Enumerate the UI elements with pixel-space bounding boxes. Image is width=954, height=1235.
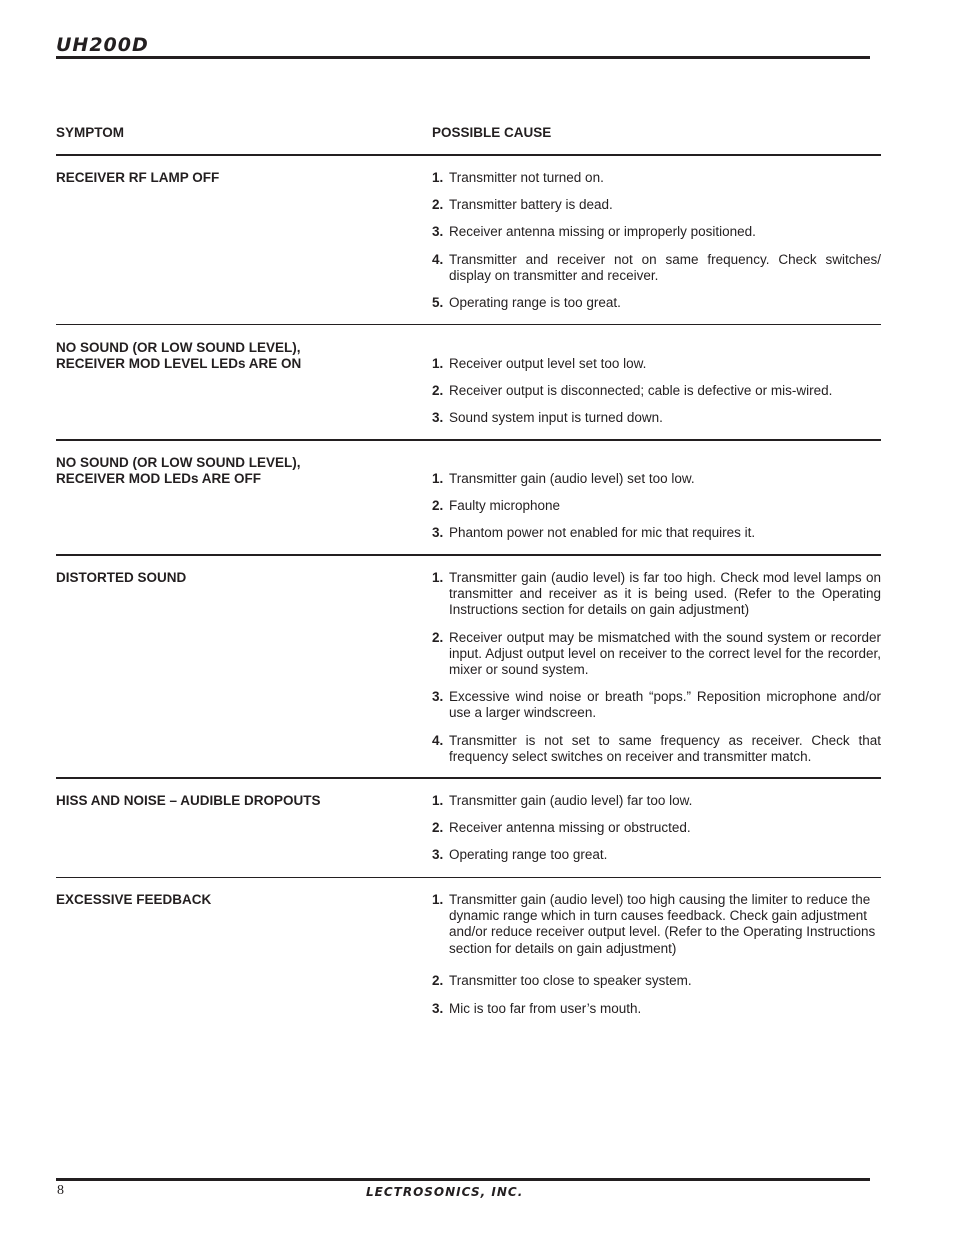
cause-item: [432, 1001, 881, 1017]
cause-number: 1.: [432, 570, 444, 585]
cause-number: 3.: [432, 525, 444, 541]
cause-item: [432, 295, 881, 311]
cause-item: [432, 252, 881, 284]
cause-text: Mic is too far from user’s mouth.: [449, 1001, 642, 1017]
cause-number: 2.: [432, 498, 444, 514]
cause-item: [432, 793, 881, 809]
cause-item: [432, 733, 881, 765]
cause-number: 1.: [432, 892, 444, 907]
cause-item: [432, 973, 881, 989]
cause-number: 2.: [432, 197, 444, 213]
cause-number: 3.: [432, 224, 444, 240]
symptom-label: [56, 793, 396, 809]
cause-item: [432, 525, 881, 541]
cause-list: [432, 356, 881, 438]
cause-text: Transmitter gain (audio level) too high causing the limiter to reduce the dynamic range which in turn causes feedback. Check gain adjustment and/or reduce receiver output level. (Refer to the Operating Instructions section for details on gain adjustment): [449, 892, 876, 956]
cause-text: Receiver antenna missing or obstructed.: [449, 820, 691, 836]
cause-text: Receiver antenna missing or improperly positioned.: [449, 224, 756, 240]
row-divider: [56, 877, 881, 878]
symptom-label: [56, 170, 396, 186]
cause-number: 2.: [432, 383, 444, 399]
cause-text: Phantom power not enabled for mic that requires it.: [449, 525, 756, 541]
cause-list: [432, 170, 881, 322]
page-number: 8: [57, 1183, 64, 1198]
symptom-line: NO SOUND (OR LOW SOUND LEVEL),: [56, 340, 301, 355]
cause-text: Transmitter is not set to same frequency as receiver. Check that frequency select switches on receiver and transmitter match.: [449, 732, 881, 764]
symptom-line: DISTORTED SOUND: [56, 570, 187, 585]
cause-list: [432, 793, 881, 875]
symptom-line: RECEIVER MOD LEDs ARE OFF: [56, 471, 262, 486]
cause-list: [432, 570, 881, 776]
cause-text: Operating range too great.: [449, 847, 608, 863]
cause-column-header: POSSIBLE CAUSE: [432, 125, 552, 140]
cause-number: 1.: [432, 170, 444, 185]
cause-text: Transmitter gain (audio level) far too low.: [449, 793, 693, 808]
cause-item: [432, 498, 881, 514]
cause-text: Sound system input is turned down.: [449, 410, 663, 426]
cause-item: [432, 356, 881, 372]
symptom-line: HISS AND NOISE – AUDIBLE DROPOUTS: [56, 793, 321, 808]
cause-number: 1.: [432, 793, 444, 808]
cause-item: [432, 689, 881, 721]
footer-company-name: LECTROSONICS, INC.: [366, 1185, 524, 1199]
cause-number: 1.: [432, 471, 444, 486]
footer-rule: [56, 1178, 870, 1181]
symptom-line: NO SOUND (OR LOW SOUND LEVEL),: [56, 455, 301, 470]
row-divider: [56, 554, 881, 556]
row-divider: [56, 439, 881, 441]
cause-item: [432, 471, 881, 487]
document-title: UH200D: [56, 34, 149, 56]
cause-item: [432, 224, 881, 240]
cause-text: Transmitter battery is dead.: [449, 197, 613, 213]
cause-number: 2.: [432, 820, 444, 836]
cause-text: Transmitter gain (audio level) set too low.: [449, 471, 695, 486]
row-divider: [56, 777, 881, 779]
cause-text: Excessive wind noise or breath “pops.” Reposition microphone and/or use a larger windscreen.: [449, 689, 881, 721]
symptom-line: RECEIVER RF LAMP OFF: [56, 170, 220, 185]
cause-item: [432, 847, 881, 863]
cause-text: Receiver output level set too low.: [449, 356, 647, 371]
symptom-label: [56, 340, 396, 372]
symptom-line: EXCESSIVE FEEDBACK: [56, 892, 212, 907]
cause-item: [432, 570, 881, 619]
cause-list: [432, 892, 881, 1028]
cause-number: 3.: [432, 847, 444, 863]
symptom-label: [56, 570, 396, 586]
cause-text: Transmitter not turned on.: [449, 170, 604, 185]
cause-text: Receiver output is disconnected; cable is defective or mis-wired.: [449, 383, 833, 399]
cause-item: [432, 410, 881, 426]
cause-number: 4.: [432, 251, 444, 267]
cause-number: 2.: [432, 972, 444, 988]
cause-text: Transmitter gain (audio level) is far too high. Check mod level lamps on transmitter and receiver as it is being used. (Refer to the Operating Instructions section for details on gain adjustment): [449, 570, 881, 618]
symptom-label: [56, 455, 396, 487]
cause-item: [432, 383, 881, 399]
symptom-line: RECEIVER MOD LEVEL LEDs ARE ON: [56, 356, 302, 371]
cause-number: 5.: [432, 295, 444, 311]
cause-list: [432, 471, 881, 553]
cause-text: Receiver output may be mismatched with the sound system or recorder input. Adjust output level on receiver to the correct level for the recorder, mixer or sound system.: [449, 629, 881, 678]
cause-number: 3.: [432, 1001, 444, 1017]
cause-item: [432, 820, 881, 836]
cause-item: [432, 170, 881, 186]
cause-item: [432, 197, 881, 213]
header-rule: [56, 56, 870, 59]
row-divider: [56, 324, 881, 325]
cause-text: Operating range is too great.: [449, 295, 621, 311]
cause-number: 3.: [432, 689, 444, 705]
symptom-label: [56, 892, 396, 908]
cause-text: Transmitter too close to speaker system.: [449, 972, 692, 988]
cause-item: [432, 892, 881, 957]
cause-text: Faulty microphone: [449, 498, 561, 514]
cause-number: 2.: [432, 629, 444, 645]
table-header-rule: [56, 154, 881, 156]
cause-item: [432, 630, 881, 679]
symptom-column-header: SYMPTOM: [56, 125, 125, 140]
cause-text: Transmitter and receiver not on same frequency. Check switches/ display on transmitter and receiver.: [449, 251, 881, 283]
cause-number: 4.: [432, 732, 444, 748]
cause-number: 1.: [432, 356, 444, 371]
cause-number: 3.: [432, 410, 444, 426]
